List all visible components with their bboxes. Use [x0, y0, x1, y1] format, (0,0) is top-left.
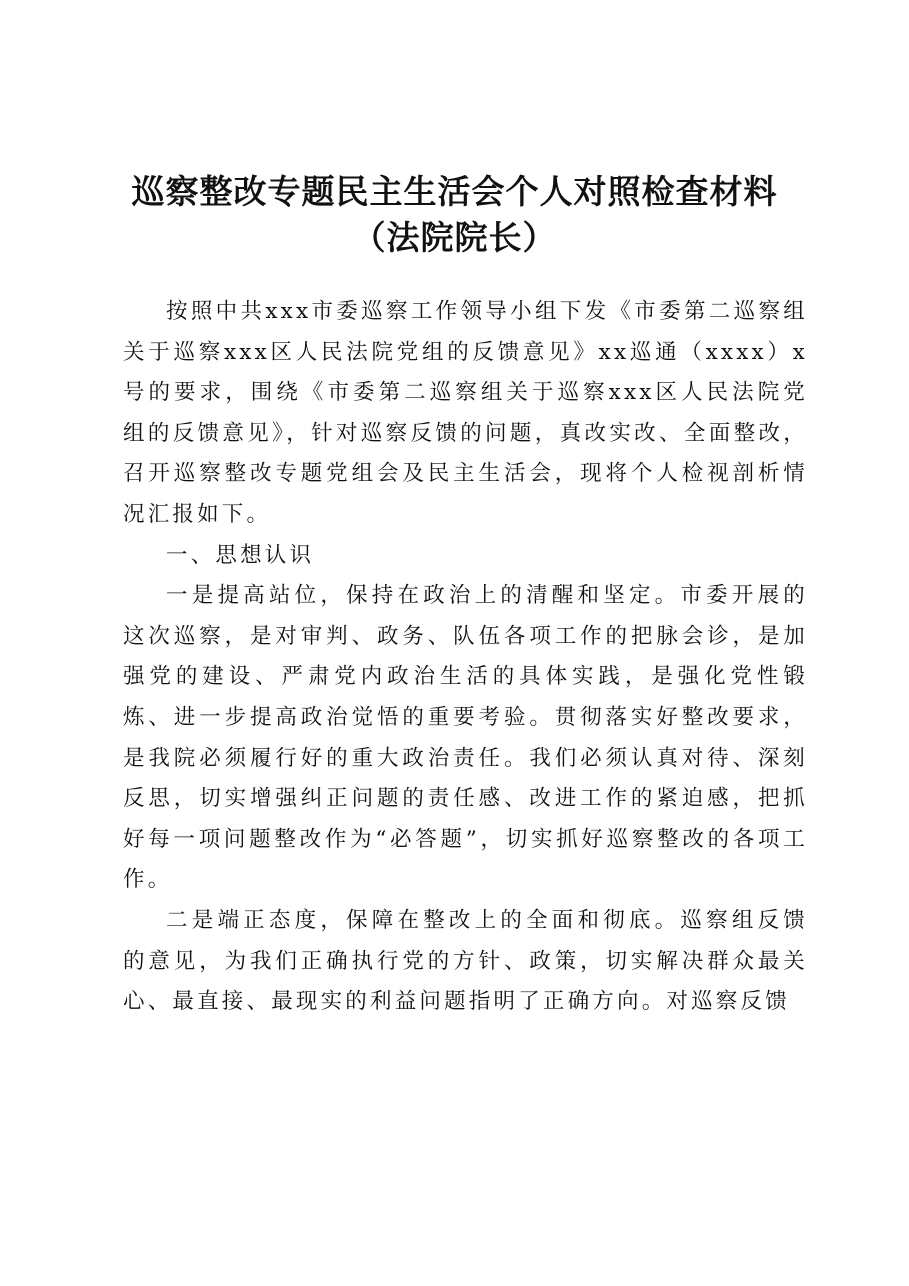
body-paragraph: 一是提高站位，保持在政治上的清醒和坚定。市委开展的这次巡察，是对审判、政务、队伍各项工作的把脉会诊，是加强党的建设、严肃党内政治生活的具体实践，是强化党性锻炼、进一步提高政治觉悟的重要考验。贯彻落实好整改要求，是我院必须履行好的重大政治责任。我们必须认真对待、深刻反思，切实增强纠正问题的责任感、改进工作的紧迫感，把抓好每一项问题整改作为“必答题”，切实抓好巡察整改的各项工作。 — [123, 583, 808, 893]
intro-paragraph: 按照中共xxx市委巡察工作领导小组下发《市委第二巡察组关于巡察xxx区人民法院党组的反馈意见》xx巡通（xxxx）x号的要求，围绕《市委第二巡察组关于巡察xxx区人民法院党组的反馈意见》，针对巡察反馈的问题，真改实改、全面整改，召开巡察整改专题党组会及民主生活会，现将个人检视剖析情况汇报如下。 — [123, 299, 808, 527]
document-subtitle: （法院院长） — [352, 218, 557, 257]
section-heading: 一、思想认识 — [166, 542, 315, 568]
document-title: 巡察整改专题民主生活会个人对照检查材料 — [131, 172, 778, 211]
body-paragraph: 二是端正态度，保障在整改上的全面和彻底。巡察组反馈的意见，为我们正确执行党的方针、政策，切实解决群众最关心、最直接、最现实的利益问题指明了正确方向。对巡察反馈 — [123, 907, 808, 1015]
document-body — [123, 292, 808, 1023]
